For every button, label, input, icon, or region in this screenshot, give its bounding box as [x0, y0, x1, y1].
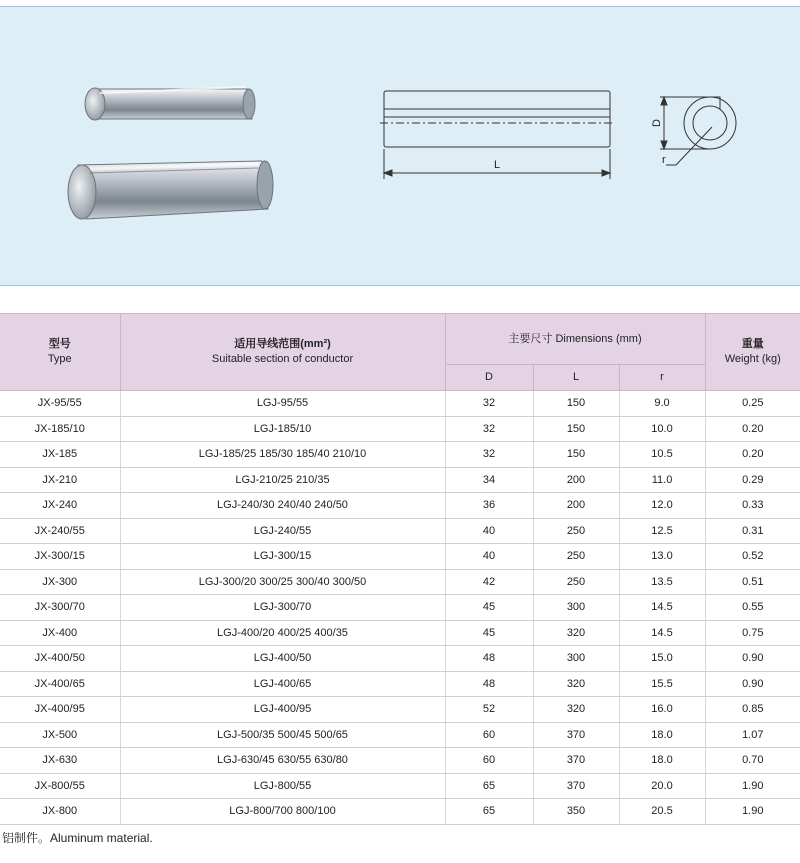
table-row: [0, 442, 800, 468]
header-weight: [705, 314, 800, 391]
cell-d: 40: [445, 544, 533, 570]
cell-weight: 1.90: [705, 799, 800, 825]
table-row: [0, 773, 800, 799]
header-r: r: [619, 365, 705, 391]
cell-type: JX-800/55: [0, 773, 120, 799]
cell-l: 150: [533, 416, 619, 442]
cell-d: 32: [445, 391, 533, 417]
radius-label: r: [662, 154, 666, 166]
cell-section: LGJ-630/45 630/55 630/80: [120, 748, 445, 774]
cell-r: 14.5: [619, 620, 705, 646]
table-row: [0, 646, 800, 672]
length-label: L: [493, 159, 501, 171]
table-row: [0, 799, 800, 825]
cell-l: 320: [533, 671, 619, 697]
cell-r: 11.0: [619, 467, 705, 493]
cell-r: 18.0: [619, 748, 705, 774]
cell-r: 18.0: [619, 722, 705, 748]
cell-d: 32: [445, 416, 533, 442]
cell-r: 12.0: [619, 493, 705, 519]
cell-section: LGJ-185/10: [120, 416, 445, 442]
cell-d: 42: [445, 569, 533, 595]
header-type: [0, 314, 120, 391]
cell-section: LGJ-210/25 210/35: [120, 467, 445, 493]
header-section-en: Suitable section of conductor: [211, 353, 354, 365]
cell-l: 350: [533, 799, 619, 825]
header-l: L: [533, 365, 619, 391]
material-note: 铝制件。Aluminum material.: [2, 831, 153, 845]
table-row: [0, 620, 800, 646]
dimension-drawing: [360, 67, 760, 197]
header-type-cn: 型号: [48, 338, 71, 350]
cell-weight: 0.85: [705, 697, 800, 723]
header-section: [120, 314, 445, 391]
cell-section: LGJ-500/35 500/45 500/65: [120, 722, 445, 748]
cell-section: LGJ-95/55: [120, 391, 445, 417]
cell-d: 45: [445, 595, 533, 621]
product-photo: [0, 7, 340, 285]
cell-r: 16.0: [619, 697, 705, 723]
cell-section: LGJ-240/30 240/40 240/50: [120, 493, 445, 519]
table-row: [0, 467, 800, 493]
cell-r: 20.5: [619, 799, 705, 825]
cell-d: 48: [445, 646, 533, 672]
cell-section: LGJ-240/55: [120, 518, 445, 544]
cell-r: 13.0: [619, 544, 705, 570]
cell-weight: 0.25: [705, 391, 800, 417]
sleeve-side-view: [384, 91, 610, 147]
cell-type: JX-300: [0, 569, 120, 595]
cell-section: LGJ-800/55: [120, 773, 445, 799]
cell-weight: 0.51: [705, 569, 800, 595]
cell-type: JX-240/55: [0, 518, 120, 544]
cell-d: 65: [445, 799, 533, 825]
cell-section: LGJ-300/15: [120, 544, 445, 570]
cell-type: JX-300/15: [0, 544, 120, 570]
cell-d: 60: [445, 748, 533, 774]
cell-type: JX-400/95: [0, 697, 120, 723]
cell-d: 36: [445, 493, 533, 519]
cell-r: 20.0: [619, 773, 705, 799]
cell-d: 32: [445, 442, 533, 468]
cell-type: JX-400/65: [0, 671, 120, 697]
cell-section: LGJ-300/70: [120, 595, 445, 621]
cell-type: JX-800: [0, 799, 120, 825]
product-image-panel: [0, 6, 800, 286]
table-row: [0, 671, 800, 697]
cell-type: JX-240: [0, 493, 120, 519]
cell-l: 300: [533, 646, 619, 672]
cell-type: JX-210: [0, 467, 120, 493]
cell-r: 15.0: [619, 646, 705, 672]
cell-l: 150: [533, 391, 619, 417]
large-sleeve-photo: [68, 161, 273, 219]
table-row: [0, 722, 800, 748]
table-row: [0, 518, 800, 544]
cell-d: 45: [445, 620, 533, 646]
table-row: [0, 748, 800, 774]
cell-weight: 0.20: [705, 442, 800, 468]
cell-r: 10.5: [619, 442, 705, 468]
table-row: [0, 391, 800, 417]
cell-weight: 1.90: [705, 773, 800, 799]
header-dimensions: 主要尺寸 Dimensions (mm): [445, 314, 705, 365]
cell-weight: 0.90: [705, 646, 800, 672]
cell-weight: 0.52: [705, 544, 800, 570]
cell-r: 9.0: [619, 391, 705, 417]
cell-section: LGJ-400/95: [120, 697, 445, 723]
cell-weight: 0.33: [705, 493, 800, 519]
cell-l: 250: [533, 518, 619, 544]
cell-r: 14.5: [619, 595, 705, 621]
cell-section: LGJ-400/20 400/25 400/35: [120, 620, 445, 646]
table-row: [0, 493, 800, 519]
sleeve-end-view: [684, 97, 736, 149]
cell-r: 10.0: [619, 416, 705, 442]
spec-table: [0, 313, 800, 825]
cell-l: 320: [533, 697, 619, 723]
cell-weight: 0.70: [705, 748, 800, 774]
cell-l: 200: [533, 467, 619, 493]
cell-d: 34: [445, 467, 533, 493]
cell-weight: 1.07: [705, 722, 800, 748]
header-weight-en: Weight (kg): [724, 353, 781, 365]
header-d: D: [445, 365, 533, 391]
spec-table-body: [0, 391, 800, 825]
cell-weight: 0.55: [705, 595, 800, 621]
cell-r: 15.5: [619, 671, 705, 697]
cell-type: JX-500: [0, 722, 120, 748]
diameter-label: D: [651, 119, 663, 127]
cell-d: 40: [445, 518, 533, 544]
cell-type: JX-630: [0, 748, 120, 774]
cell-r: 13.5: [619, 569, 705, 595]
cell-l: 150: [533, 442, 619, 468]
cell-weight: 0.90: [705, 671, 800, 697]
cell-d: 65: [445, 773, 533, 799]
cell-weight: 0.20: [705, 416, 800, 442]
table-row: [0, 569, 800, 595]
cell-section: LGJ-400/65: [120, 671, 445, 697]
cell-l: 320: [533, 620, 619, 646]
cell-l: 250: [533, 569, 619, 595]
cell-l: 370: [533, 773, 619, 799]
cell-section: LGJ-800/700 800/100: [120, 799, 445, 825]
cell-type: JX-95/55: [0, 391, 120, 417]
small-sleeve-photo: [85, 87, 255, 120]
cell-type: JX-185/10: [0, 416, 120, 442]
header-weight-cn: 重量: [741, 338, 764, 350]
cell-d: 52: [445, 697, 533, 723]
cell-type: JX-300/70: [0, 595, 120, 621]
cell-section: LGJ-185/25 185/30 185/40 210/10: [120, 442, 445, 468]
cell-l: 200: [533, 493, 619, 519]
cell-type: JX-400/50: [0, 646, 120, 672]
table-row: [0, 697, 800, 723]
cell-section: LGJ-400/50: [120, 646, 445, 672]
cell-type: JX-185: [0, 442, 120, 468]
cell-section: LGJ-300/20 300/25 300/40 300/50: [120, 569, 445, 595]
cell-l: 250: [533, 544, 619, 570]
table-row: [0, 416, 800, 442]
cell-weight: 0.75: [705, 620, 800, 646]
cell-l: 300: [533, 595, 619, 621]
table-row: [0, 544, 800, 570]
cell-weight: 0.29: [705, 467, 800, 493]
cell-l: 370: [533, 722, 619, 748]
table-row: [0, 595, 800, 621]
header-type-en: Type: [47, 353, 72, 365]
cell-type: JX-400: [0, 620, 120, 646]
header-section-cn: 适用导线范围(mm²): [234, 338, 331, 350]
cell-d: 60: [445, 722, 533, 748]
cell-d: 48: [445, 671, 533, 697]
cell-r: 12.5: [619, 518, 705, 544]
cell-l: 370: [533, 748, 619, 774]
cell-weight: 0.31: [705, 518, 800, 544]
